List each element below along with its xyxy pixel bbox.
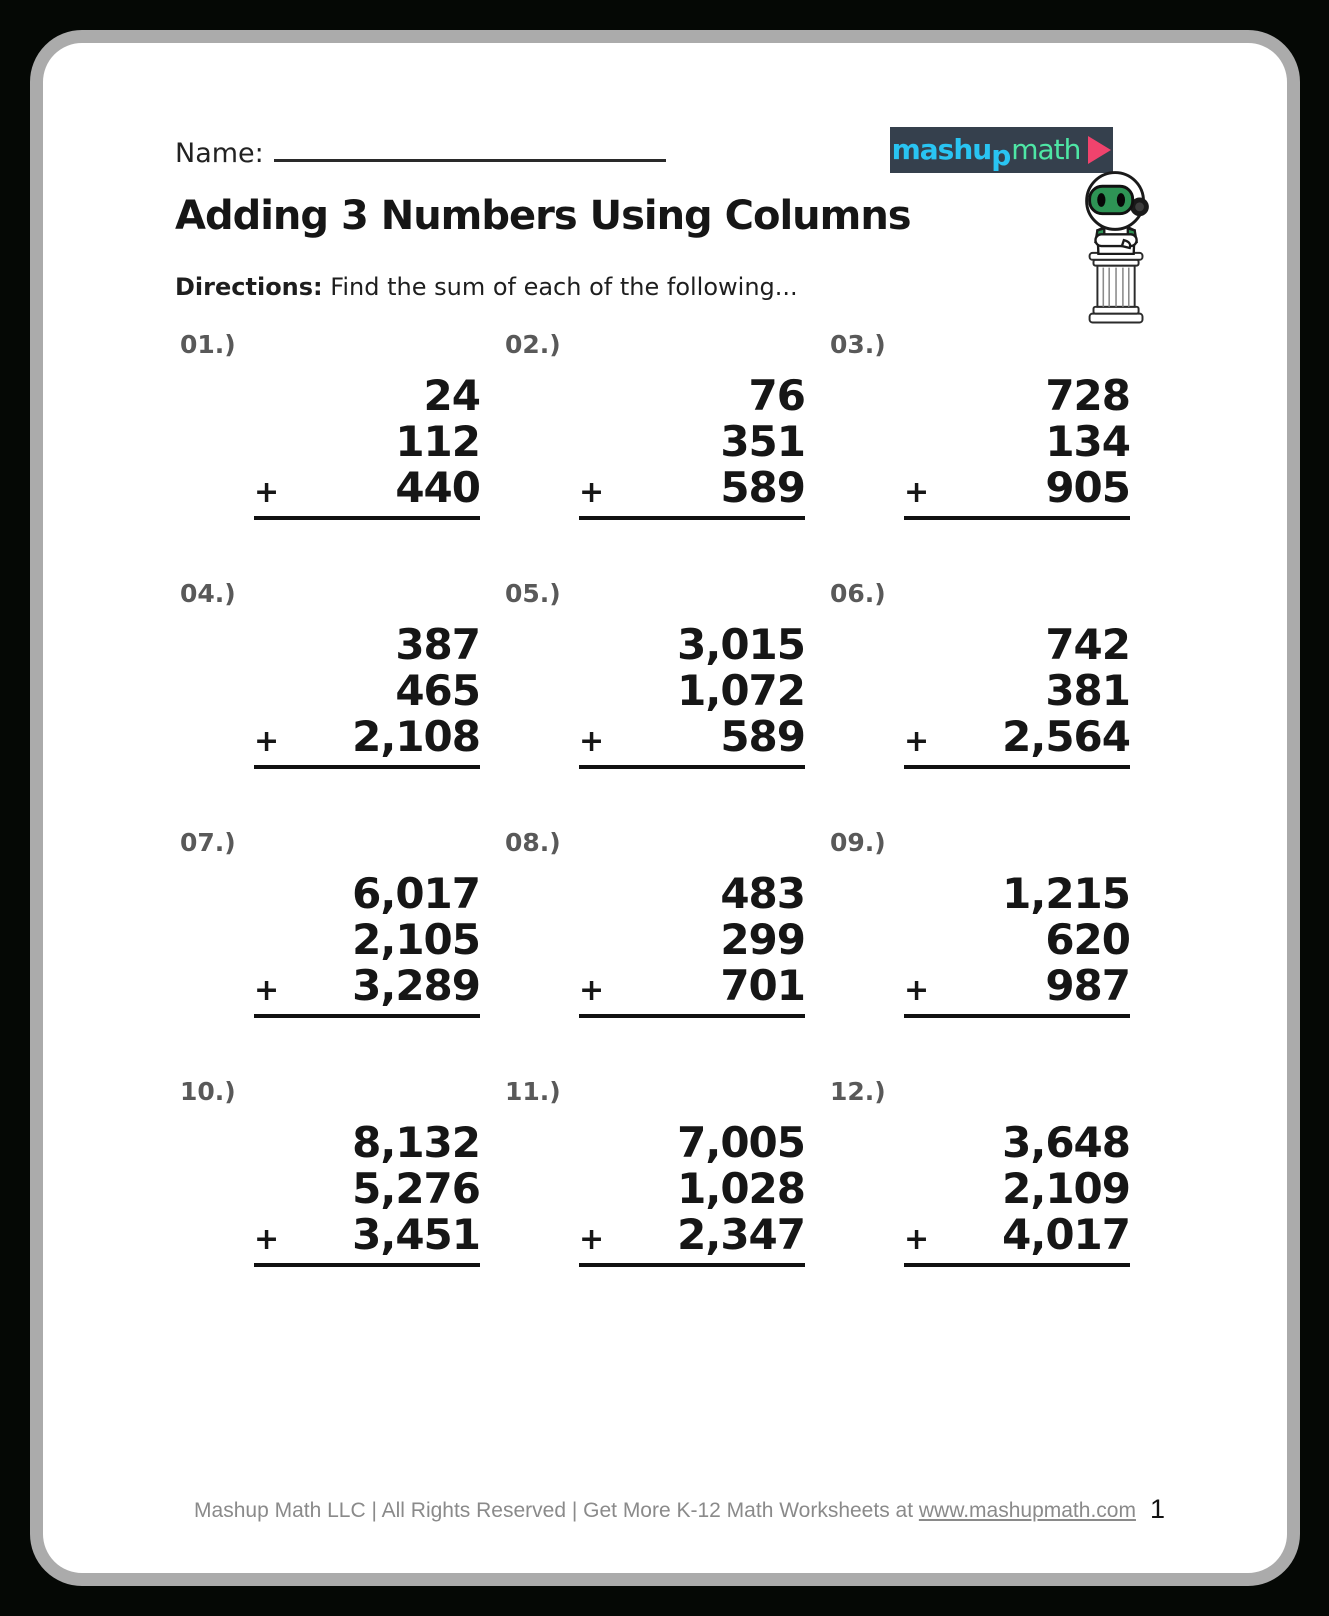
play-icon — [1088, 136, 1111, 164]
mashupmath-link[interactable]: www.mashupmath.com — [918, 1499, 1136, 1522]
problem-01 — [180, 331, 480, 520]
addend: 905 — [1045, 463, 1130, 512]
sum-row — [904, 963, 1130, 1018]
problem-number: 01.) — [180, 330, 236, 359]
addend: 465 — [395, 666, 480, 715]
sum-row — [579, 714, 805, 769]
problem-number: 03.) — [830, 330, 886, 359]
problem-11 — [505, 1078, 805, 1267]
addend: 440 — [395, 463, 480, 512]
addend: 3,648 — [1002, 1118, 1130, 1167]
problem-number: 10.) — [180, 1077, 236, 1106]
sum-row — [579, 963, 805, 1018]
problem-10 — [180, 1078, 480, 1267]
logo-word-mashu: mashu — [891, 133, 992, 166]
plus-operator: + — [254, 1222, 280, 1257]
addend: 3,451 — [352, 1210, 480, 1259]
addend: 76 — [748, 371, 805, 420]
problem-number: 02.) — [505, 330, 561, 359]
plus-operator: + — [254, 724, 280, 759]
problem-04 — [180, 580, 480, 769]
problem-number: 08.) — [505, 828, 561, 857]
directions — [175, 273, 798, 301]
logo-word-p: p — [991, 139, 1012, 172]
plus-operator: + — [904, 973, 930, 1008]
plus-operator: + — [579, 724, 605, 759]
addend: 381 — [1045, 666, 1130, 715]
addend: 620 — [1045, 915, 1130, 964]
problem-number: 09.) — [830, 828, 886, 857]
problem-05 — [505, 580, 805, 769]
addend: 2,347 — [677, 1210, 805, 1259]
addend: 299 — [720, 915, 805, 964]
plus-operator: + — [904, 475, 930, 510]
plus-operator: + — [579, 1222, 605, 1257]
addend: 4,017 — [1002, 1210, 1130, 1259]
addend: 3,289 — [352, 961, 480, 1010]
robot-mascot-icon — [1069, 169, 1167, 327]
addend: 742 — [1045, 620, 1130, 669]
name-row — [175, 138, 666, 169]
sum-row — [904, 714, 1130, 769]
problem-number: 04.) — [180, 579, 236, 608]
addend: 7,005 — [677, 1118, 805, 1167]
directions-text: Find the sum of each of the following... — [322, 273, 798, 301]
problem-07 — [180, 829, 480, 1018]
addend: 1,072 — [677, 666, 805, 715]
addend: 2,108 — [352, 712, 480, 761]
sum-row — [254, 465, 480, 520]
addend: 112 — [395, 417, 480, 466]
problem-number: 05.) — [505, 579, 561, 608]
sum-row — [254, 714, 480, 769]
addend: 483 — [720, 869, 805, 918]
addend: 728 — [1045, 371, 1130, 420]
addend: 2,105 — [352, 915, 480, 964]
addend: 351 — [720, 417, 805, 466]
problem-12 — [830, 1078, 1130, 1267]
plus-operator: + — [579, 973, 605, 1008]
problem-number: 06.) — [830, 579, 886, 608]
name-blank-line[interactable] — [274, 156, 666, 162]
plus-operator: + — [579, 475, 605, 510]
worksheet-title: Adding 3 Numbers Using Columns — [175, 193, 911, 239]
plus-operator: + — [254, 475, 280, 510]
addend: 8,132 — [352, 1118, 480, 1167]
footer-text: Mashup Math LLC | All Rights Reserved | Get More K-12 Math Worksheets at — [194, 1499, 919, 1522]
sum-row — [904, 465, 1130, 520]
addend: 1,028 — [677, 1164, 805, 1213]
plus-operator: + — [904, 724, 930, 759]
addend: 387 — [395, 620, 480, 669]
addend: 3,015 — [677, 620, 805, 669]
problem-number: 12.) — [830, 1077, 886, 1106]
mashupmath-logo — [890, 127, 1113, 173]
addend: 987 — [1045, 961, 1130, 1010]
worksheet-page — [30, 30, 1300, 1586]
problems-grid — [180, 331, 1130, 1267]
problem-number: 07.) — [180, 828, 236, 857]
sum-row — [579, 1212, 805, 1267]
addend: 24 — [423, 371, 480, 420]
directions-label: Directions: — [175, 273, 323, 301]
addend: 134 — [1045, 417, 1130, 466]
plus-operator: + — [904, 1222, 930, 1257]
sum-row — [904, 1212, 1130, 1267]
addend: 589 — [720, 712, 805, 761]
problem-09 — [830, 829, 1130, 1018]
sum-row — [254, 1212, 480, 1267]
problem-08 — [505, 829, 805, 1018]
plus-operator: + — [254, 973, 280, 1008]
page-number: 1 — [1149, 1494, 1165, 1524]
addend: 6,017 — [352, 869, 480, 918]
sum-row — [254, 963, 480, 1018]
problem-number: 11.) — [505, 1077, 561, 1106]
addend: 5,276 — [352, 1164, 480, 1213]
problem-02 — [505, 331, 805, 520]
addend: 1,215 — [1002, 869, 1130, 918]
problem-03 — [830, 331, 1130, 520]
addend: 2,564 — [1002, 712, 1130, 761]
addend: 589 — [720, 463, 805, 512]
addend: 2,109 — [1002, 1164, 1130, 1213]
sum-row — [579, 465, 805, 520]
addend: 701 — [720, 961, 805, 1010]
name-label: Name: — [175, 138, 264, 169]
logo-word-math: math — [1011, 133, 1081, 166]
problem-06 — [830, 580, 1130, 769]
footer — [43, 1499, 1287, 1523]
